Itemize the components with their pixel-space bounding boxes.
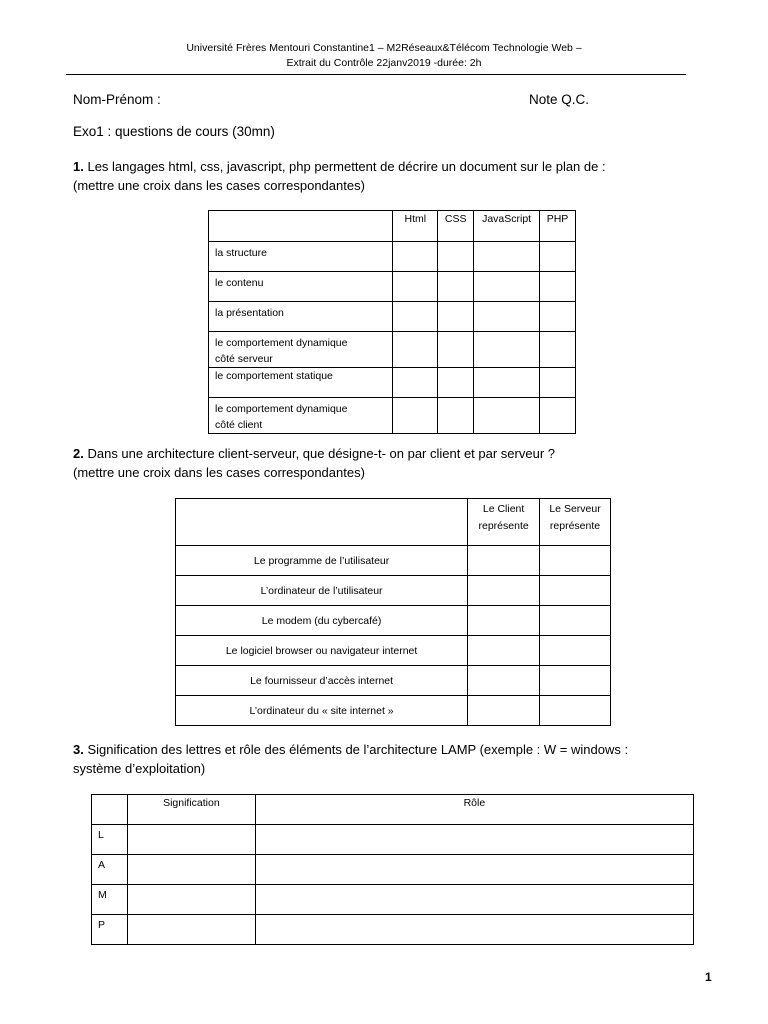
table-row: [92, 855, 694, 885]
checkbox-cell[interactable]: [540, 696, 611, 726]
header-line-2: Extrait du Contrôle 22janv2019 -durée: 2h: [286, 57, 482, 69]
exercise-title: [73, 124, 275, 139]
q1-row-label-line2: côté client: [215, 419, 263, 431]
q1-text: [73, 158, 693, 195]
q1-number: 1.: [73, 159, 84, 174]
q2-col-server-line1: Le Serveur: [549, 503, 601, 515]
q1-row-label-line1: le comportement dynamique: [215, 403, 348, 415]
q1-row-label: la présentation: [209, 302, 393, 332]
checkbox-cell[interactable]: [393, 332, 438, 368]
table-row: [176, 606, 611, 636]
q1-col-php: PHP: [540, 211, 576, 242]
checkbox-cell[interactable]: [474, 332, 540, 368]
answer-cell[interactable]: [255, 855, 693, 885]
checkbox-cell[interactable]: [540, 546, 611, 576]
checkbox-cell[interactable]: [540, 606, 611, 636]
q1-row-label: [209, 332, 393, 368]
table-row: [209, 302, 576, 332]
checkbox-cell[interactable]: [468, 606, 540, 636]
q3-row-letter: P: [92, 915, 128, 945]
q2-row-label: Le fournisseur d’accès internet: [176, 666, 468, 696]
table-row: [209, 272, 576, 302]
q1-header-row: [209, 211, 576, 242]
answer-cell[interactable]: [255, 885, 693, 915]
answer-cell[interactable]: [127, 825, 255, 855]
q2-instruction: (mettre une croix dans les cases correspondantes): [73, 464, 365, 480]
q1-col-javascript: JavaScript: [474, 211, 540, 242]
q3-number: 3.: [73, 742, 84, 757]
checkbox-cell[interactable]: [540, 368, 576, 398]
q2-text: [73, 445, 693, 482]
q2-table: [175, 498, 611, 726]
exercise-title-text: Exo1 : questions de cours: [73, 124, 229, 139]
checkbox-cell[interactable]: [438, 398, 474, 434]
q3-col-role: Rôle: [255, 795, 693, 825]
q1-table: [208, 210, 576, 434]
q2-row-label: Le modem (du cybercafé): [176, 606, 468, 636]
q3-question-line2: système d’exploitation): [73, 760, 206, 776]
header-line-1: Université Frères Mentouri Constantine1 – M2Réseaux&Télécom Technologie Web –: [186, 42, 582, 54]
table-row: [209, 398, 576, 434]
answer-cell[interactable]: [127, 885, 255, 915]
q3-corner-cell: [92, 795, 128, 825]
q2-col-client-line1: Le Client: [482, 503, 525, 515]
checkbox-cell[interactable]: [474, 272, 540, 302]
table-row: [209, 368, 576, 398]
checkbox-cell[interactable]: [468, 666, 540, 696]
q2-number: 2.: [73, 446, 84, 461]
q2-col-client: [468, 499, 540, 546]
checkbox-cell[interactable]: [540, 576, 611, 606]
checkbox-cell[interactable]: [393, 242, 438, 272]
q2-corner-cell: [176, 499, 468, 546]
q3-row-letter: L: [92, 825, 128, 855]
checkbox-cell[interactable]: [393, 302, 438, 332]
q1-row-label: le contenu: [209, 272, 393, 302]
table-row: [176, 636, 611, 666]
q2-row-label: L’ordinateur du « site internet »: [176, 696, 468, 726]
answer-cell[interactable]: [127, 915, 255, 945]
q1-col-css: CSS: [438, 211, 474, 242]
checkbox-cell[interactable]: [540, 666, 611, 696]
checkbox-cell[interactable]: [468, 576, 540, 606]
q2-row-label: Le logiciel browser ou navigateur internet: [176, 636, 468, 666]
table-row: [92, 885, 694, 915]
checkbox-cell[interactable]: [540, 398, 576, 434]
answer-cell[interactable]: [255, 825, 693, 855]
exercise-duration: (30mn): [232, 124, 275, 139]
checkbox-cell[interactable]: [474, 242, 540, 272]
q3-row-letter: A: [92, 855, 128, 885]
q2-header-row: [176, 499, 611, 546]
q1-col-html: Html: [393, 211, 438, 242]
checkbox-cell[interactable]: [474, 302, 540, 332]
table-row: [209, 332, 576, 368]
checkbox-cell[interactable]: [438, 272, 474, 302]
table-row: [92, 825, 694, 855]
checkbox-cell[interactable]: [393, 368, 438, 398]
checkbox-cell[interactable]: [474, 368, 540, 398]
q3-col-signification: Signification: [127, 795, 255, 825]
answer-cell[interactable]: [127, 855, 255, 885]
table-row: [209, 242, 576, 272]
checkbox-cell[interactable]: [540, 636, 611, 666]
q2-col-server-line2: représente: [549, 520, 601, 532]
q3-text: [73, 741, 693, 778]
q3-header-row: [92, 795, 694, 825]
q2-col-client-line2: représente: [478, 520, 529, 532]
table-row: [176, 696, 611, 726]
q1-row-label: le comportement statique: [209, 368, 393, 398]
q1-corner-cell: [209, 211, 393, 242]
q3-question: Signification des lettres et rôle des éléments de l’architecture LAMP (exemple : W = windows :: [87, 742, 629, 757]
table-row: [176, 666, 611, 696]
checkbox-cell[interactable]: [540, 302, 576, 332]
table-row: [176, 546, 611, 576]
q1-question: Les langages html, css, javascript, php permettent de décrire un document sur le plan de :: [87, 159, 606, 174]
grade-label: Note Q.C.: [529, 92, 590, 107]
checkbox-cell[interactable]: [540, 272, 576, 302]
checkbox-cell[interactable]: [540, 332, 576, 368]
checkbox-cell[interactable]: [468, 546, 540, 576]
q1-row-label-line2: côté serveur: [215, 353, 273, 365]
checkbox-cell[interactable]: [438, 332, 474, 368]
table-row: [176, 576, 611, 606]
q1-instruction: (mettre une croix dans les cases correspondantes): [73, 177, 365, 193]
page-number: 1: [705, 970, 712, 984]
checkbox-cell[interactable]: [438, 368, 474, 398]
checkbox-cell[interactable]: [438, 242, 474, 272]
header-rule: [66, 74, 686, 75]
q1-row-label: la structure: [209, 242, 393, 272]
checkbox-cell[interactable]: [468, 636, 540, 666]
checkbox-cell[interactable]: [393, 398, 438, 434]
checkbox-cell[interactable]: [438, 302, 474, 332]
q2-col-server: [540, 499, 611, 546]
answer-cell[interactable]: [255, 915, 693, 945]
q2-row-label: L’ordinateur de l’utilisateur: [176, 576, 468, 606]
q1-row-label: [209, 398, 393, 434]
checkbox-cell[interactable]: [393, 272, 438, 302]
q2-row-label: Le programme de l’utilisateur: [176, 546, 468, 576]
name-label: Nom-Prénom :: [73, 92, 161, 107]
q3-table: [91, 794, 694, 945]
q2-question: Dans une architecture client-serveur, que désigne-t- on par client et par serveur ?: [87, 446, 555, 461]
checkbox-cell[interactable]: [540, 242, 576, 272]
checkbox-cell[interactable]: [474, 398, 540, 434]
checkbox-cell[interactable]: [468, 696, 540, 726]
q1-row-label-line1: le comportement dynamique: [215, 337, 348, 349]
q3-row-letter: M: [92, 885, 128, 915]
table-row: [92, 915, 694, 945]
